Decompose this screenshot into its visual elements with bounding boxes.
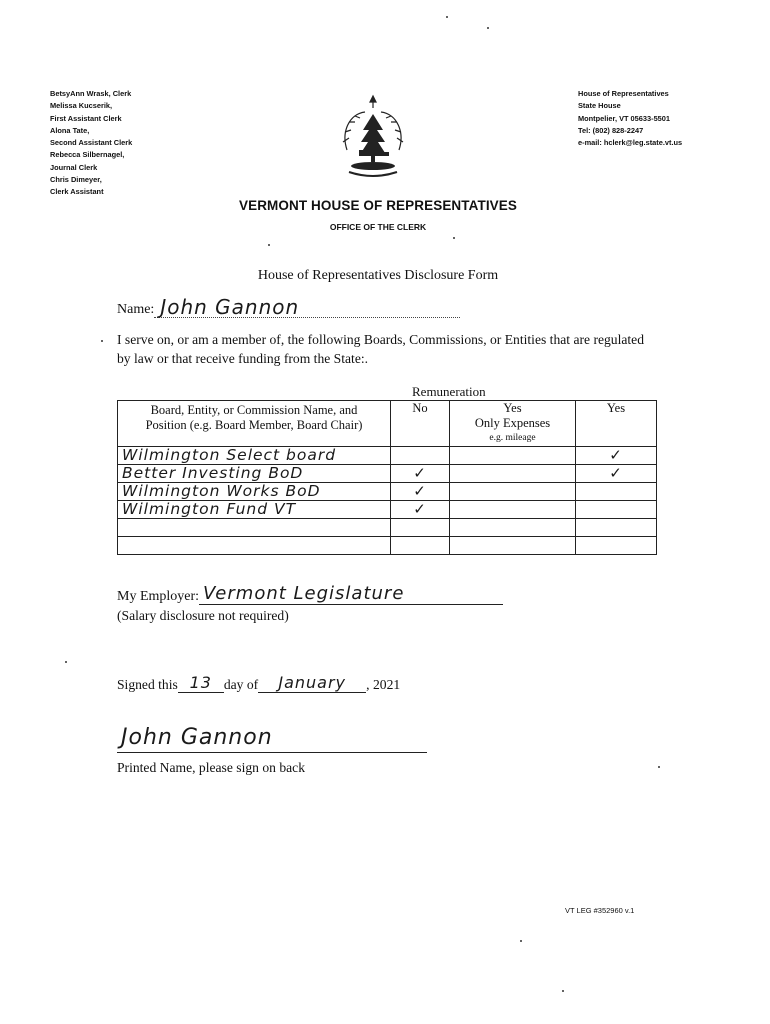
expenses-check-cell[interactable] [450, 483, 576, 501]
contact-line: e-mail: hclerk@leg.state.vt.us [578, 138, 683, 148]
salary-note: (Salary disclosure not required) [117, 608, 289, 623]
expenses-check-cell[interactable] [450, 501, 576, 519]
employer-row [117, 584, 503, 605]
expenses-note: e.g. mileage [489, 433, 536, 443]
contact-line: State House [578, 101, 621, 111]
entity-cell[interactable] [118, 519, 391, 537]
contact-line: House of Representatives [578, 89, 669, 98]
signed-date-row [117, 674, 400, 693]
no-check-cell[interactable] [391, 447, 450, 465]
scan-speck [658, 766, 660, 768]
scan-speck [65, 661, 67, 663]
boards-table [117, 400, 657, 555]
entity-header-text: Board, Entity, or Commission Name, and Position (e.g. Board Member, Board Chair) [145, 403, 363, 432]
yes-check-cell[interactable] [576, 483, 657, 501]
yes-check-cell[interactable] [576, 537, 657, 555]
scan-speck [487, 27, 489, 29]
staff-line: BetsyAnn Wrask, Clerk [50, 89, 132, 98]
table-row [118, 537, 657, 555]
entity-cell[interactable]: Wilmington Select board [118, 447, 391, 465]
table-header-row [118, 401, 657, 447]
no-check-cell[interactable]: ✓ [391, 483, 450, 501]
yes-header-text: Yes [606, 401, 626, 415]
table-row [118, 501, 657, 519]
org-title: VERMONT HOUSE OF REPRESENTATIVES [239, 198, 517, 213]
signature-field[interactable]: John Gannon [117, 724, 427, 753]
expenses-header [450, 401, 576, 447]
form-title: House of Representatives Disclosure Form [257, 268, 499, 283]
staff-line: Journal Clerk [50, 162, 98, 172]
expenses-check-cell[interactable] [450, 537, 576, 555]
signed-year: , 2021 [366, 677, 401, 692]
table-row [118, 483, 657, 501]
vermont-seal-icon [333, 92, 413, 182]
remuneration-heading: Remuneration [412, 384, 486, 399]
employer-field[interactable]: Vermont Legislature [199, 584, 503, 605]
scan-speck [446, 16, 448, 18]
signed-prefix: Signed this [117, 677, 178, 692]
scan-speck [562, 990, 564, 992]
yes-check-cell[interactable]: ✓ [576, 447, 657, 465]
signed-month-field[interactable]: January [258, 674, 366, 693]
org-subtitle: OFFICE OF THE CLERK [329, 222, 427, 232]
no-check-cell[interactable] [391, 537, 450, 555]
entity-cell[interactable]: Wilmington Fund VT [118, 501, 391, 519]
name-row [117, 297, 460, 318]
no-header-text: No [412, 401, 428, 415]
no-header [391, 401, 450, 447]
expenses-header-text: Yes Only Expenses [474, 401, 551, 430]
yes-check-cell[interactable] [576, 519, 657, 537]
scan-speck [101, 340, 103, 342]
staff-line: Rebecca Silbernagel, [50, 150, 125, 160]
employer-label: My Employer: [117, 589, 200, 604]
no-check-cell[interactable] [391, 519, 450, 537]
name-label: Name: [117, 302, 155, 317]
staff-line: First Assistant Clerk [50, 113, 122, 123]
staff-line: Alona Tate, [50, 125, 90, 135]
expenses-check-cell[interactable] [450, 465, 576, 483]
contact-line: Tel: (802) 828-2247 [578, 125, 644, 135]
name-field[interactable]: John Gannon [154, 297, 460, 318]
entity-cell[interactable]: Wilmington Works BoD [118, 483, 391, 501]
staff-line: Clerk Assistant [50, 187, 104, 197]
signed-mid: day of [223, 677, 259, 692]
scan-speck [268, 244, 270, 246]
signed-day-field[interactable]: 13 [178, 674, 224, 693]
expenses-check-cell[interactable] [450, 447, 576, 465]
printed-name-label: Printed Name, please sign on back [117, 760, 305, 775]
yes-check-cell[interactable]: ✓ [576, 465, 657, 483]
entity-cell[interactable]: Better Investing BoD [118, 465, 391, 483]
no-check-cell[interactable]: ✓ [391, 501, 450, 519]
table-row [118, 519, 657, 537]
clerk-staff-list [50, 88, 190, 199]
staff-line: Melissa Kucserik, [50, 101, 113, 111]
table-row [118, 465, 657, 483]
contact-line: Montpelier, VT 05633-5501 [578, 113, 671, 123]
staff-line: Chris Dimeyer, [50, 175, 102, 185]
staff-line: Second Assistant Clerk [50, 138, 133, 148]
contact-block [578, 88, 758, 149]
entity-cell[interactable] [118, 537, 391, 555]
no-check-cell[interactable]: ✓ [391, 465, 450, 483]
table-row [118, 447, 657, 465]
intro-text: I serve on, or am a member of, the following Boards, Commissions, or Entities that are regulated by law or that receive funding from the State:. [117, 332, 645, 366]
document-reference: VT LEG #352960 v.1 [565, 906, 635, 915]
yes-check-cell[interactable] [576, 501, 657, 519]
entity-header [118, 401, 391, 447]
expenses-check-cell[interactable] [450, 519, 576, 537]
yes-header [576, 401, 657, 447]
scan-speck [520, 940, 522, 942]
scan-speck [453, 237, 455, 239]
